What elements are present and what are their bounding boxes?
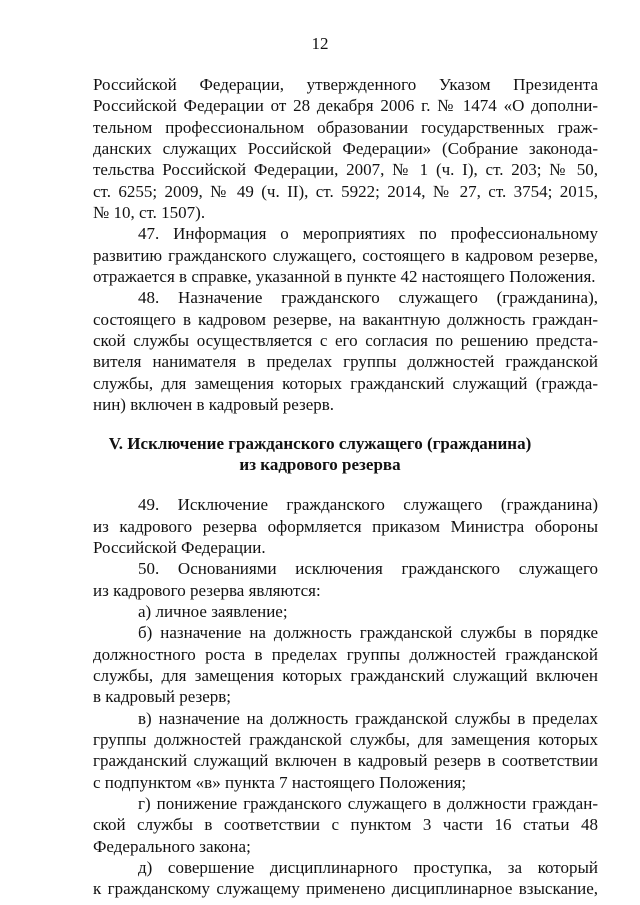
- text-line: из кадрового резерва являются:: [93, 580, 321, 600]
- paragraph-50-first-line: 50. Основаниями исключения гражданского служащего: [138, 559, 598, 579]
- list-item-b: б) назначение на должность гражданской службы в порядке: [138, 623, 598, 643]
- section-heading: из кадрового резерва: [239, 455, 401, 475]
- text-line: службы, для замещения которых гражданский служащий (гражда-: [93, 373, 598, 393]
- list-item-d: д) совершение дисциплинарного проступка, за который: [138, 858, 598, 877]
- text-line: отражается в справке, указанной в пункте 42 настоящего Положения.: [93, 267, 596, 286]
- text-line: тельства Российской Федерации, 2007, № 1 (ч. I), ст. 203; № 50,: [93, 160, 598, 180]
- paragraph-47-first-line: 47. Информация о мероприятиях по профессиональному: [138, 224, 598, 244]
- text-line: Федерального закона;: [93, 836, 251, 856]
- text-line: развитию гражданского служащего, состоящего в кадровом резерве,: [93, 245, 598, 265]
- text-line: в кадровый резерв;: [93, 687, 232, 707]
- list-item-a: а) личное заявление;: [138, 602, 288, 621]
- text-line: Российской Федерации, утвержденного Указом Президента: [93, 75, 598, 94]
- text-line: вителя нанимателя в пределах группы должностей гражданской: [93, 352, 598, 372]
- paragraph-49-first-line: 49. Исключение гражданского служащего (гражданина): [138, 495, 598, 515]
- text-line: ст. 6255; 2009, № 49 (ч. II), ст. 5922; 2014, № 27, ст. 3754; 2015,: [93, 181, 598, 201]
- text-line: Российской Федерации от 28 декабря 2006 г. № 1474 «О дополни-: [93, 96, 598, 116]
- list-item-g: г) понижение гражданского служащего в должности граждан-: [138, 794, 598, 813]
- text-line: состоящего в кадровом резерве, на вакантную должность граждан-: [93, 309, 598, 329]
- text-line: с подпунктом «в» пункта 7 настоящего Положения;: [93, 772, 467, 792]
- page-number: 12: [311, 34, 329, 53]
- text-line: из кадрового резерва оформляется приказом Министра обороны: [93, 516, 598, 536]
- text-line: ской службы осуществляется с его согласия по решению предста-: [93, 331, 598, 350]
- text-line: к гражданскому служащему применено дисциплинарное взыскание,: [93, 879, 598, 899]
- text-line: тельном профессиональном образовании государственных граж-: [93, 117, 598, 137]
- text-line: № 10, ст. 1507).: [93, 203, 206, 222]
- text-line: Российской Федерации.: [93, 538, 266, 557]
- text-line: службы, для замещения которых гражданский служащий включен: [93, 666, 598, 685]
- section-heading: V. Исключение гражданского служащего (гражданина): [108, 434, 532, 454]
- paragraph-48-first-line: 48. Назначение гражданского служащего (гражданина),: [138, 288, 598, 308]
- text-line: ской службы в соответствии с пунктом 3 части 16 статьи 48: [93, 815, 598, 835]
- text-line: гражданский служащий включен в кадровый резерв в соответствии: [93, 751, 598, 771]
- text-line: должностного роста в пределах группы должностей гражданской: [93, 644, 598, 664]
- text-line: группы должностей гражданской службы, для замещения которых: [93, 730, 598, 749]
- text-line: данских служащих Российской Федерации» (Собрание законода-: [93, 139, 598, 158]
- text-line: нин) включен в кадровый резерв.: [93, 395, 335, 414]
- list-item-v: в) назначение на должность гражданской службы в пределах: [138, 708, 598, 728]
